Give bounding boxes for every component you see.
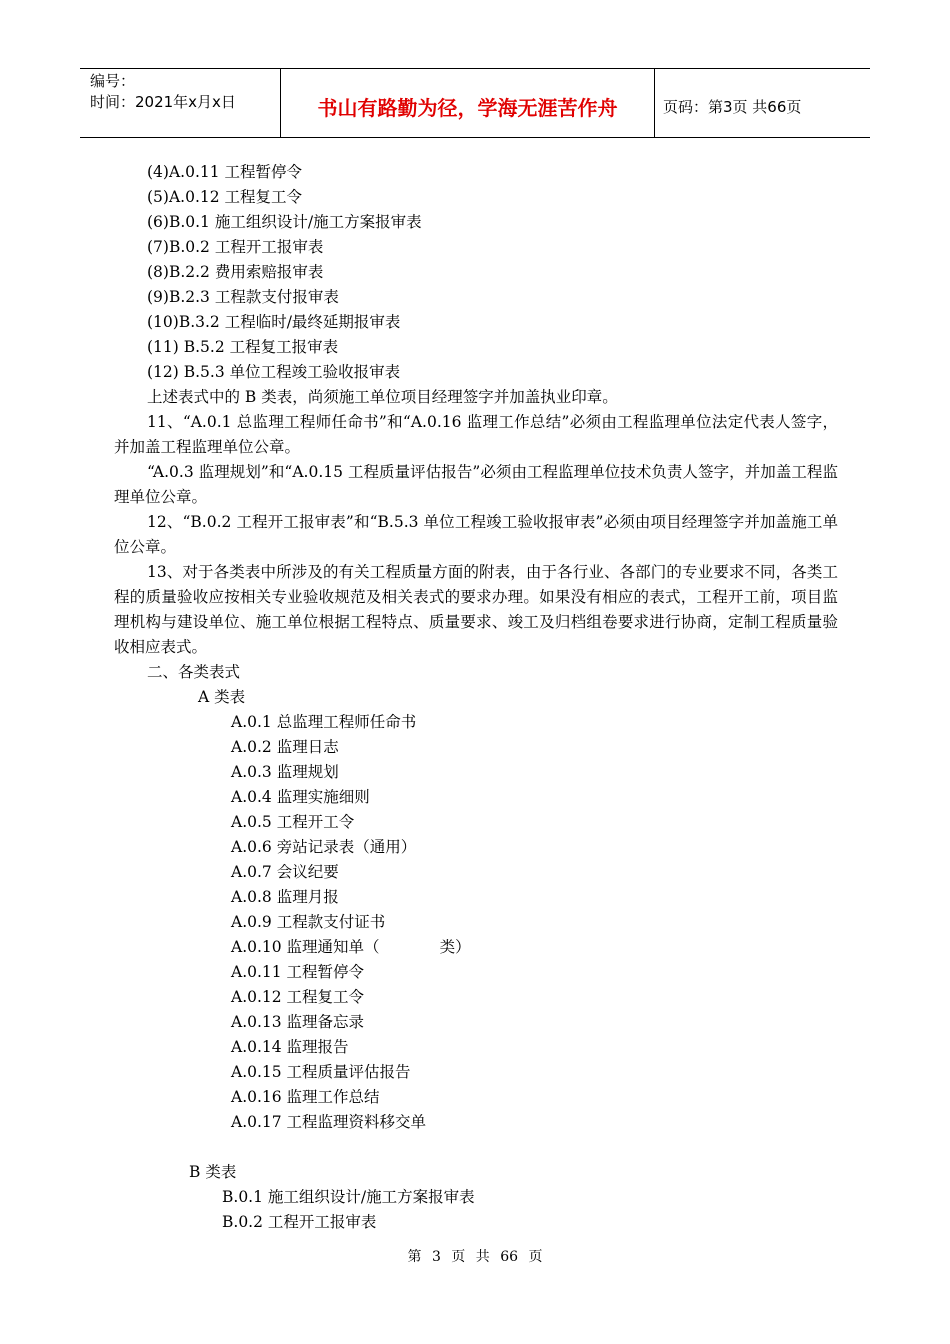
paragraph-11: 11、“A.0.1 总监理工程师任命书”和“A.0.16 监理工作总结”必须由工程监理单位法定代表人签字，并加盖工程监理单位公章。 <box>114 413 838 456</box>
header-meta <box>80 69 281 137</box>
page-footer <box>0 1246 950 1266</box>
list-item: (6)B.0.1 施工组织设计/施工方案报审表 <box>147 213 422 231</box>
list-item: A.0.2 监理日志 <box>231 738 339 756</box>
list-item: (4)A.0.11 工程暂停令 <box>147 163 303 181</box>
list-item: A.0.6 旁站记录表（通用） <box>231 838 417 856</box>
paragraph-11b: “A.0.3 监理规划”和“A.0.15 工程质量评估报告”必须由工程监理单位技术负责人签字，并加盖工程监理单位公章。 <box>114 463 838 506</box>
list-item: A.0.17 工程监理资料移交单 <box>231 1113 427 1131</box>
list-item: A.0.12 工程复工令 <box>231 988 365 1006</box>
list-item: A.0.13 监理备忘录 <box>231 1013 365 1031</box>
blank-line <box>114 1135 838 1160</box>
a10-right-text: 类） <box>439 938 471 956</box>
list-item: (5)A.0.12 工程复工令 <box>147 188 303 206</box>
list-item: A.0.8 监理月报 <box>231 888 339 906</box>
b-class-heading: B 类表 <box>189 1163 237 1181</box>
header-motto: 书山有路勤为径，学海无涯苦作舟 <box>281 69 655 137</box>
list-item: A.0.3 监理规划 <box>231 763 339 781</box>
paragraph-13: 13、对于各类表中所涉及的有关工程质量方面的附表，由于各行业、各部门的专业要求不同，各类工程的质量验收应按相关专业验收规范及相关表式的要求办理。如果没有相应的表式，工程开工前，项目监理机构与建设单位、施工单位根据工程特点、质量要求、竣工及归档组卷要求进行协商，定制工程质量验收相应表式。 <box>114 563 838 656</box>
list-item: A.0.15 工程质量评估报告 <box>231 1063 411 1081</box>
list-item: A.0.14 监理报告 <box>231 1038 349 1056</box>
list-item: A.0.16 监理工作总结 <box>231 1088 380 1106</box>
list-item: A.0.1 总监理工程师任命书 <box>231 713 417 731</box>
list-item: (7)B.0.2 工程开工报审表 <box>147 238 324 256</box>
document-time-label: 时间：2021年x月x日 <box>90 93 236 111</box>
document-number-label: 编号： <box>90 72 136 90</box>
list-item: A.0.5 工程开工令 <box>231 813 355 831</box>
list-item: (11) B.5.2 工程复工报审表 <box>147 338 339 356</box>
list-item: A.0.4 监理实施细则 <box>231 788 370 806</box>
footer-page-number: 第 3 页 共 66 页 <box>407 1249 543 1265</box>
list-item: (8)B.2.2 费用索赔报审表 <box>147 263 324 281</box>
list-item: (12) B.5.3 单位工程竣工验收报审表 <box>147 363 401 381</box>
list-item: A.0.11 工程暂停令 <box>231 963 365 981</box>
paragraph-12: 12、“B.0.2 工程开工报审表”和“B.5.3 单位工程竣工验收报审表”必须由项目经理签字并加盖施工单位公章。 <box>114 513 838 556</box>
list-item: (9)B.2.3 工程款支付报审表 <box>147 288 339 306</box>
document-body <box>114 160 838 1235</box>
list-item: B.0.1 施工组织设计/施工方案报审表 <box>222 1188 475 1206</box>
note-b-stamp: 上述表式中的 B 类表，尚须施工单位项目经理签字并加盖执业印章。 <box>147 388 618 406</box>
list-item: B.0.2 工程开工报审表 <box>222 1213 377 1231</box>
a10-left-text: A.0.10 监理通知单（ <box>231 938 380 956</box>
list-item: A.0.7 会议纪要 <box>231 863 339 881</box>
list-item: A.0.9 工程款支付证书 <box>231 913 386 931</box>
list-item-a10 <box>114 935 838 960</box>
list-item: (10)B.3.2 工程临时/最终延期报审表 <box>147 313 401 331</box>
header-page-label: 页码：第3页 共66页 <box>663 97 802 116</box>
section-heading: 二、各类表式 <box>147 663 241 681</box>
page-header <box>80 68 870 138</box>
a-class-heading: A 类表 <box>198 688 246 706</box>
